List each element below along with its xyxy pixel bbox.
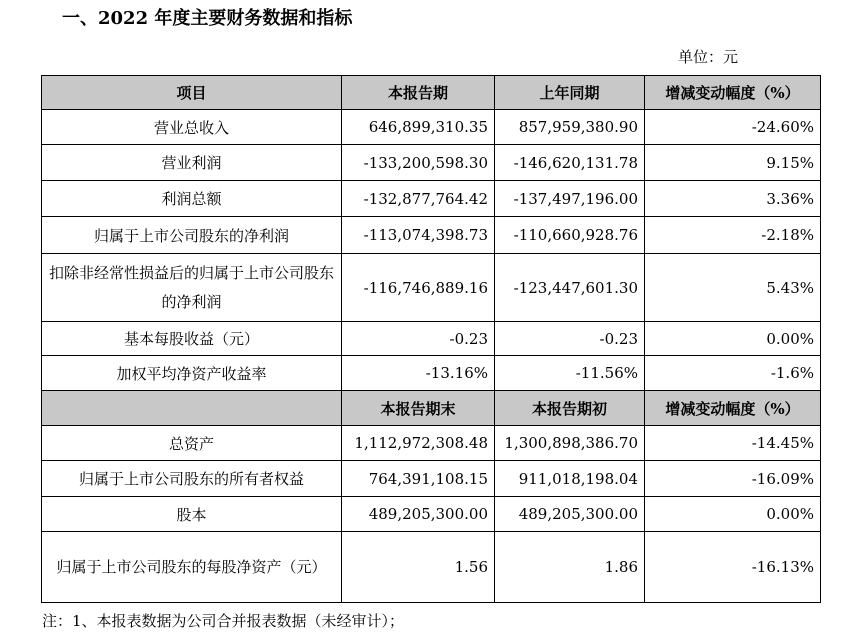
row-label: 营业总收入 xyxy=(42,110,342,145)
financial-data-table xyxy=(41,75,821,603)
cell-current: -113,074,398.73 xyxy=(342,217,495,254)
row-label: 股本 xyxy=(42,497,342,532)
cell-period-start: 489,205,300.00 xyxy=(495,497,645,532)
table-row xyxy=(42,356,821,391)
cell-period-end: 1,112,972,308.48 xyxy=(342,426,495,461)
header-cell-current-period: 本报告期 xyxy=(342,76,495,110)
header-cell-blank xyxy=(42,391,342,426)
row-label: 归属于上市公司股东的每股净资产（元） xyxy=(42,532,342,603)
row-label: 扣除非经常性损益后的归属于上市公司股东的净利润 xyxy=(42,254,342,322)
header-cell-period-start: 本报告期初 xyxy=(495,391,645,426)
table-row xyxy=(42,145,821,181)
header-cell-prior-year: 上年同期 xyxy=(495,76,645,110)
row-label: 利润总额 xyxy=(42,181,342,217)
table-row xyxy=(42,532,821,603)
cell-prior: -146,620,131.78 xyxy=(495,145,645,181)
cell-change: -2.18% xyxy=(645,217,821,254)
table-subheader-row xyxy=(42,391,821,426)
row-label: 营业利润 xyxy=(42,145,342,181)
cell-change: -1.6% xyxy=(645,356,821,391)
table-row xyxy=(42,181,821,217)
cell-prior: -0.23 xyxy=(495,322,645,356)
cell-period-end: 489,205,300.00 xyxy=(342,497,495,532)
table-row xyxy=(42,461,821,497)
cell-current: -13.16% xyxy=(342,356,495,391)
cell-change: -24.60% xyxy=(645,110,821,145)
cell-change: -14.45% xyxy=(645,426,821,461)
table-row xyxy=(42,426,821,461)
cell-period-start: 1.86 xyxy=(495,532,645,603)
cell-change: 0.00% xyxy=(645,322,821,356)
row-label: 归属于上市公司股东的所有者权益 xyxy=(42,461,342,497)
cell-current: -133,200,598.30 xyxy=(342,145,495,181)
cell-current: -116,746,889.16 xyxy=(342,254,495,322)
cell-period-end: 764,391,108.15 xyxy=(342,461,495,497)
section-title: 一、2022 年度主要财务数据和指标 xyxy=(62,8,353,29)
header-cell-item: 项目 xyxy=(42,76,342,110)
cell-current: -0.23 xyxy=(342,322,495,356)
cell-current: 646,899,310.35 xyxy=(342,110,495,145)
row-label: 基本每股收益（元） xyxy=(42,322,342,356)
cell-period-end: 1.56 xyxy=(342,532,495,603)
table-row xyxy=(42,217,821,254)
header-cell-period-end: 本报告期末 xyxy=(342,391,495,426)
cell-prior: 857,959,380.90 xyxy=(495,110,645,145)
row-label: 总资产 xyxy=(42,426,342,461)
table-row xyxy=(42,254,821,322)
cell-change: 3.36% xyxy=(645,181,821,217)
unit-label: 单位：元 xyxy=(678,48,739,66)
row-label: 归属于上市公司股东的净利润 xyxy=(42,217,342,254)
table-row xyxy=(42,497,821,532)
cell-prior: -110,660,928.76 xyxy=(495,217,645,254)
table-header-row xyxy=(42,76,821,110)
cell-period-start: 1,300,898,386.70 xyxy=(495,426,645,461)
header-cell-change-pct: 增减变动幅度（%） xyxy=(645,76,821,110)
cell-period-start: 911,018,198.04 xyxy=(495,461,645,497)
cell-prior: -137,497,196.00 xyxy=(495,181,645,217)
cell-change: 0.00% xyxy=(645,497,821,532)
cell-change: -16.13% xyxy=(645,532,821,603)
cell-current: -132,877,764.42 xyxy=(342,181,495,217)
header-cell-change-pct: 增减变动幅度（%） xyxy=(645,391,821,426)
row-label: 加权平均净资产收益率 xyxy=(42,356,342,391)
cell-change: -16.09% xyxy=(645,461,821,497)
table-row xyxy=(42,322,821,356)
table-row xyxy=(42,110,821,145)
cell-prior: -123,447,601.30 xyxy=(495,254,645,322)
cell-prior: -11.56% xyxy=(495,356,645,391)
cell-change: 5.43% xyxy=(645,254,821,322)
footnote: 注：1、本报表数据为公司合并报表数据（未经审计）； xyxy=(42,612,405,630)
cell-change: 9.15% xyxy=(645,145,821,181)
